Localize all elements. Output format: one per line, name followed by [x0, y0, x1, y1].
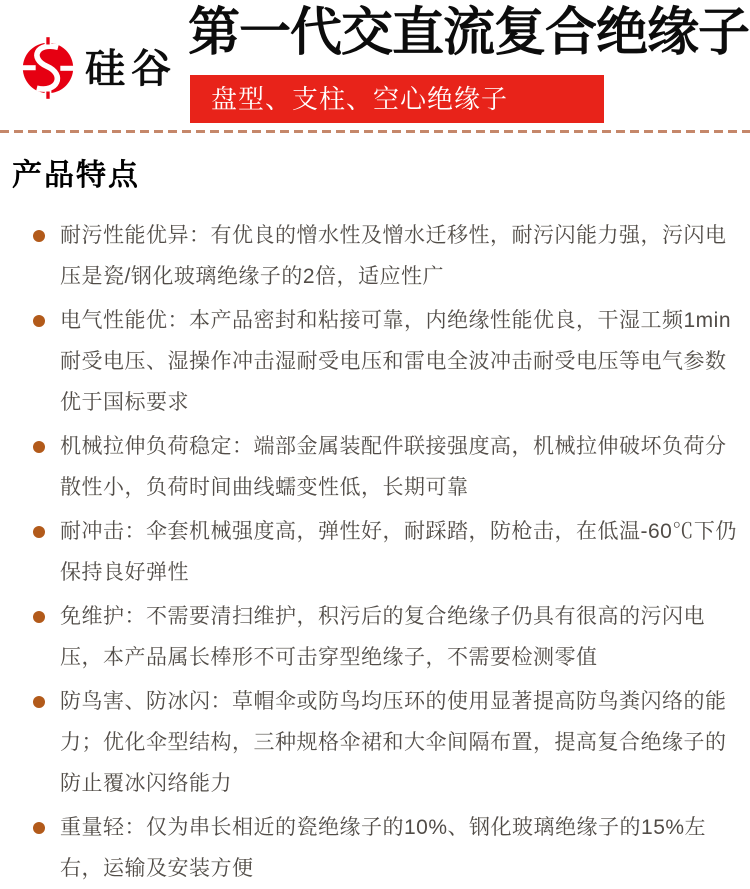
feature-list — [33, 215, 737, 889]
feature-text: 耐污性能优异：有优良的憎水性及憎水迁移性，耐污闪能力强，污闪电压是瓷/钢化玻璃绝缘子的2倍，适应性广 — [60, 224, 727, 288]
features-section — [0, 134, 750, 889]
bullet-icon — [33, 822, 45, 834]
brand-logo — [20, 37, 177, 99]
feature-text: 重量轻：仅为串长相近的瓷绝缘子的10%、钢化玻璃绝缘子的15%左右，运输及安装方便 — [60, 816, 707, 880]
bullet-icon — [33, 611, 45, 623]
brand-name: 硅谷 — [85, 47, 177, 91]
bullet-icon — [33, 230, 45, 242]
section-heading: 产品特点 — [12, 159, 140, 192]
page-title: 第一代交直流复合绝缘子 — [188, 4, 750, 62]
header — [0, 0, 750, 134]
bullet-icon — [33, 441, 45, 453]
feature-text: 防鸟害、防冰闪：草帽伞或防鸟均压环的使用显著提高防鸟粪闪络的能力；优化伞型结构，三种规格伞裙和大伞间隔布置，提高复合绝缘子的防止覆冰闪络能力 — [60, 690, 727, 795]
feature-item — [33, 426, 737, 508]
feature-item — [33, 681, 737, 804]
feature-item — [33, 215, 737, 297]
feature-item — [33, 511, 737, 593]
feature-text: 机械拉伸负荷稳定：端部金属装配件联接强度高，机械拉伸破坏负荷分散性小，负荷时间曲线蠕变性低，长期可靠 — [60, 435, 727, 499]
dashed-divider — [0, 130, 750, 133]
feature-item — [33, 300, 737, 423]
category-banner: 盘型、支柱、空心绝缘子 — [190, 75, 604, 123]
feature-text: 电气性能优：本产品密封和粘接可靠，内绝缘性能优良，干湿工频1min耐受电压、湿操作冲击湿耐受电压和雷电全波冲击耐受电压等电气参数优于国标要求 — [60, 309, 732, 414]
feature-text: 免维护：不需要清扫维护，积污后的复合绝缘子仍具有很高的污闪电压，本产品属长棒形不可击穿型绝缘子，不需要检测零值 — [60, 605, 705, 669]
bullet-icon — [33, 526, 45, 538]
bullet-icon — [33, 315, 45, 327]
silicon-valley-logo-icon — [20, 37, 76, 99]
feature-item — [33, 807, 737, 889]
feature-item — [33, 596, 737, 678]
feature-text: 耐冲击：伞套机械强度高，弹性好，耐踩踏，防枪击，在低温-60℃下仍保持良好弹性 — [60, 520, 737, 584]
bullet-icon — [33, 696, 45, 708]
